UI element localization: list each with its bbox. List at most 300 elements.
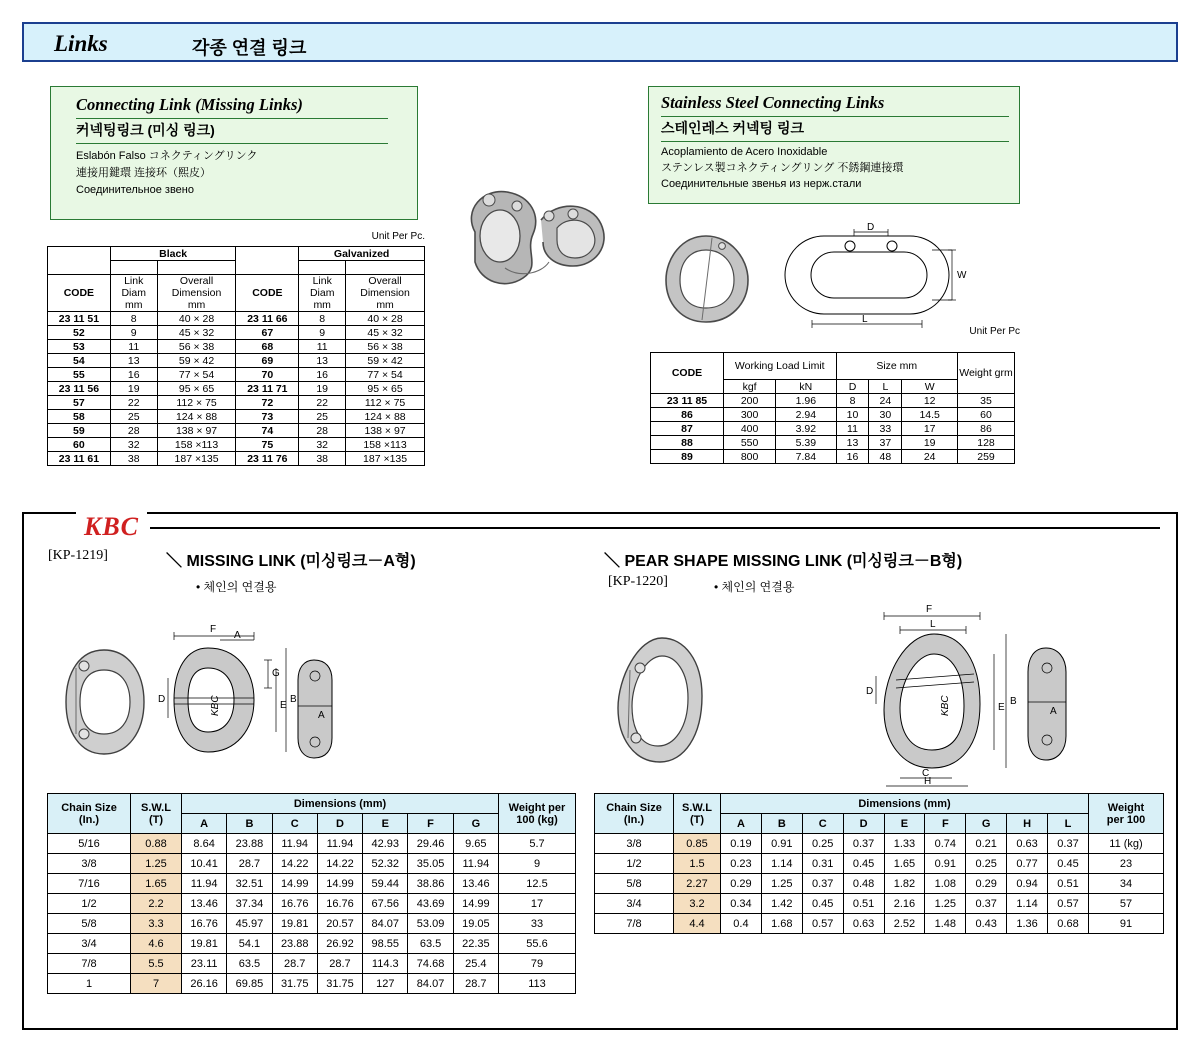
- cell-h: 0.77: [1007, 854, 1048, 874]
- cell-a: 23.11: [182, 954, 227, 974]
- svg-text:E: E: [998, 702, 1005, 713]
- cell-d: 16: [836, 450, 869, 464]
- cell-chain-size: 5/8: [595, 874, 674, 894]
- cell-a: 19.81: [182, 934, 227, 954]
- cell-l: 33: [869, 422, 902, 436]
- cell-l: 0.51: [1048, 874, 1089, 894]
- table-row: [48, 914, 576, 934]
- cell-diam: 9: [110, 326, 157, 340]
- svg-text:A: A: [318, 710, 325, 721]
- cell-swl: 1.25: [131, 854, 182, 874]
- cell-weight: 79: [499, 954, 576, 974]
- table-row: [48, 438, 425, 452]
- cell-dim: 45 × 32: [157, 326, 236, 340]
- cell-d: 31.75: [317, 974, 362, 994]
- cell-diam: 22: [110, 396, 157, 410]
- cell-g: 0.29: [966, 874, 1007, 894]
- cell-a: 0.34: [721, 894, 762, 914]
- cell-weight: 60: [958, 408, 1015, 422]
- cell-a: 0.19: [721, 834, 762, 854]
- svg-text:A: A: [1050, 706, 1057, 717]
- cell-f: 1.48: [925, 914, 966, 934]
- cell-a: 16.76: [182, 914, 227, 934]
- cell-code-g: 74: [236, 424, 299, 438]
- ss-header-kn: kN: [776, 380, 836, 394]
- stainless-link-drawing: [782, 224, 982, 334]
- kp1219-note: • 체인의 연결용: [196, 580, 277, 594]
- cell-d: 28.7: [317, 954, 362, 974]
- kp1220-h-dimensions: Dimensions (mm): [721, 794, 1089, 814]
- cell-l: 0.68: [1048, 914, 1089, 934]
- kp1219-col-e: E: [363, 814, 408, 834]
- cell-c: 11.94: [272, 834, 317, 854]
- cell-a: 0.23: [721, 854, 762, 874]
- cell-a: 8.64: [182, 834, 227, 854]
- kp1220-h-weight: Weight: [1107, 801, 1145, 814]
- cell-swl: 4.6: [131, 934, 182, 954]
- cell-e: 59.44: [363, 874, 408, 894]
- table-row: [48, 312, 425, 326]
- kp1220-col-f: F: [925, 814, 966, 834]
- cell-diam-g: 38: [299, 452, 346, 466]
- cell-a: 10.41: [182, 854, 227, 874]
- cell-weight: 5.7: [499, 834, 576, 854]
- cell-swl: 1.65: [131, 874, 182, 894]
- kbc-rule: [150, 527, 1160, 529]
- kp1219-title: ＼ MISSING LINK (미싱링크－A형): [166, 553, 416, 570]
- cell-b: 23.88: [227, 834, 272, 854]
- cell-diam: 28: [110, 424, 157, 438]
- cell-b: 28.7: [227, 854, 272, 874]
- col-header-mm1: mm: [124, 299, 143, 311]
- cell-diam-g: 19: [299, 382, 346, 396]
- cell-e: 2.16: [884, 894, 925, 914]
- cell-e: 1.65: [884, 854, 925, 874]
- cell-d: 26.92: [317, 934, 362, 954]
- cell-code: 52: [48, 326, 111, 340]
- cell-g: 28.7: [453, 974, 498, 994]
- cell-f: 0.74: [925, 834, 966, 854]
- connecting-link-title-en: Connecting Link (Missing Links): [76, 95, 388, 119]
- cell-g: 11.94: [453, 854, 498, 874]
- kp1220-code: [KP-1220]: [608, 574, 668, 589]
- cell-weight: 34: [1089, 874, 1164, 894]
- cell-f: 63.5: [408, 934, 453, 954]
- cell-diam-g: 16: [299, 368, 346, 382]
- cell-weight: 259: [958, 450, 1015, 464]
- kp1220-drawing-front: [856, 600, 1046, 787]
- cell-chain-size: 3/4: [48, 934, 131, 954]
- kp1219-col-c: C: [272, 814, 317, 834]
- cell-f: 35.05: [408, 854, 453, 874]
- cell-dim: 112 × 75: [157, 396, 236, 410]
- cell-f: 53.09: [408, 914, 453, 934]
- cell-w: 19: [902, 436, 958, 450]
- kp1220-col-a: A: [721, 814, 762, 834]
- col-header-link-2: Link: [312, 275, 332, 287]
- cell-code: 53: [48, 340, 111, 354]
- table-row: [48, 368, 425, 382]
- cell-l: 0.45: [1048, 854, 1089, 874]
- col-header-overall-2: Overall: [368, 275, 402, 287]
- cell-kgf: 550: [724, 436, 776, 450]
- cell-e: 84.07: [363, 914, 408, 934]
- cell-diam: 32: [110, 438, 157, 452]
- cell-f: 84.07: [408, 974, 453, 994]
- kp1219-h-swl: S.W.L: [141, 801, 171, 814]
- cell-w: 14.5: [902, 408, 958, 422]
- cell-chain-size: 7/8: [48, 954, 131, 974]
- stainless-link-sub-2: ステンレス製コネクティングリング 不銹鋼連接環: [661, 162, 904, 174]
- table-row: [48, 452, 425, 466]
- cell-chain-size: 5/16: [48, 834, 131, 854]
- cell-diam-g: 32: [299, 438, 346, 452]
- table-row: [48, 340, 425, 354]
- svg-text:F: F: [926, 604, 933, 615]
- stainless-link-photo: [648, 222, 768, 332]
- cell-d: 11.94: [317, 834, 362, 854]
- cell-diam-g: 11: [299, 340, 346, 354]
- cell-c: 14.22: [272, 854, 317, 874]
- cell-g: 0.21: [966, 834, 1007, 854]
- table-row: [651, 422, 1015, 436]
- cell-kn: 2.94: [776, 408, 836, 422]
- cell-c: 0.31: [802, 854, 843, 874]
- col-header-mm3: mm: [313, 299, 331, 311]
- cell-diam-g: 13: [299, 354, 346, 368]
- cell-l: 0.37: [1048, 834, 1089, 854]
- cell-b: 37.34: [227, 894, 272, 914]
- cell-swl: 1.5: [674, 854, 721, 874]
- kp1220-drawing-side: [1024, 640, 1094, 770]
- cell-a: 11.94: [182, 874, 227, 894]
- cell-chain-size: 7/8: [595, 914, 674, 934]
- col-header-link: Link: [124, 275, 144, 287]
- cell-weight: 55.6: [499, 934, 576, 954]
- cell-a: 0.29: [721, 874, 762, 894]
- cell-chain-size: 3/4: [595, 894, 674, 914]
- group-header-galvanized: Galvanized: [299, 247, 425, 261]
- table-row: [48, 954, 576, 974]
- unit-note-black: Unit Per Pc.: [371, 231, 425, 242]
- cell-f: 0.91: [925, 854, 966, 874]
- page-title-bar: [22, 22, 1178, 62]
- cell-e: 127: [363, 974, 408, 994]
- cell-b: 63.5: [227, 954, 272, 974]
- stainless-link-title-kr: 스테인레스 커넥팅 링크: [661, 118, 1009, 142]
- table-row: [595, 834, 1164, 854]
- cell-f: 74.68: [408, 954, 453, 974]
- cell-code-g: 75: [236, 438, 299, 452]
- cell-e: 1.82: [884, 874, 925, 894]
- cell-diam-g: 22: [299, 396, 346, 410]
- table-row: [595, 854, 1164, 874]
- connecting-link-title-kr: 커넥팅링크 (미싱 링크): [76, 120, 388, 144]
- kp1219-drawing-side: [296, 650, 356, 770]
- cell-c: 0.25: [802, 834, 843, 854]
- cell-c: 14.99: [272, 874, 317, 894]
- cell-code-g: 23 11 66: [236, 312, 299, 326]
- cell-f: 29.46: [408, 834, 453, 854]
- cell-d: 0.51: [843, 894, 884, 914]
- cell-diam: 11: [110, 340, 157, 354]
- ss-header-size: Size mm: [836, 353, 957, 380]
- cell-l: 30: [869, 408, 902, 422]
- cell-a: 0.4: [721, 914, 762, 934]
- cell-diam: 19: [110, 382, 157, 396]
- cell-e: 114.3: [363, 954, 408, 974]
- cell-d: 0.37: [843, 834, 884, 854]
- kp1220-photo: [604, 630, 724, 775]
- cell-chain-size: 7/16: [48, 874, 131, 894]
- ss-header-d: D: [836, 380, 869, 394]
- cell-code: 86: [651, 408, 724, 422]
- cell-c: 0.45: [802, 894, 843, 914]
- cell-b: 32.51: [227, 874, 272, 894]
- table-row: [48, 424, 425, 438]
- cell-swl: 5.5: [131, 954, 182, 974]
- cell-code: 57: [48, 396, 111, 410]
- kp1219-code: [KP-1219]: [48, 548, 108, 563]
- kp1220-col-c: C: [802, 814, 843, 834]
- cell-code: 58: [48, 410, 111, 424]
- page-title-kr: 각종 연결 링크: [192, 38, 307, 58]
- table-row: [651, 436, 1015, 450]
- cell-g: 22.35: [453, 934, 498, 954]
- cell-e: 2.52: [884, 914, 925, 934]
- cell-code-g: 72: [236, 396, 299, 410]
- cell-dim: 40 × 28: [157, 312, 236, 326]
- cell-c: 0.57: [802, 914, 843, 934]
- ss-header-w: W: [902, 380, 958, 394]
- table-row: [48, 354, 425, 368]
- cell-kn: 3.92: [776, 422, 836, 436]
- cell-d: 8: [836, 394, 869, 408]
- cell-dim: 124 × 88: [157, 410, 236, 424]
- cell-dim: 56 × 38: [157, 340, 236, 354]
- kp1219-h-chainsize-unit: (In.): [78, 813, 100, 826]
- table-row: [48, 326, 425, 340]
- cell-d: 0.45: [843, 854, 884, 874]
- cell-weight: 9: [499, 854, 576, 874]
- cell-chain-size: 3/8: [48, 854, 131, 874]
- cell-swl: 4.4: [674, 914, 721, 934]
- cell-diam: 38: [110, 452, 157, 466]
- page-title-en: Links: [54, 31, 108, 56]
- table-row: [595, 914, 1164, 934]
- kp1219-h-swl-unit: (T): [148, 813, 164, 826]
- cell-chain-size: 5/8: [48, 914, 131, 934]
- cell-swl: 3.3: [131, 914, 182, 934]
- kp1220-h-weight-unit: per 100: [1106, 813, 1146, 826]
- kp1219-table: [47, 793, 576, 994]
- cell-e: 52.32: [363, 854, 408, 874]
- kp1220-col-l: L: [1048, 814, 1089, 834]
- cell-d: 0.48: [843, 874, 884, 894]
- stainless-link-sub-1: Acoplamiento de Acero Inoxidable: [661, 146, 828, 158]
- cell-l: 37: [869, 436, 902, 450]
- kbc-logo: KBC: [76, 512, 147, 542]
- cell-c: 16.76: [272, 894, 317, 914]
- cell-dim: 158 ×113: [157, 438, 236, 452]
- cell-g: 25.4: [453, 954, 498, 974]
- col-header-mm4: mm: [376, 299, 394, 311]
- svg-text:B: B: [290, 694, 297, 705]
- svg-text:D: D: [158, 694, 166, 705]
- col-header-dimension: Dimension: [171, 287, 222, 299]
- cell-d: 20.57: [317, 914, 362, 934]
- connecting-link-photo: [440, 165, 650, 310]
- table-row: [48, 934, 576, 954]
- cell-chain-size: 3/8: [595, 834, 674, 854]
- cell-kgf: 400: [724, 422, 776, 436]
- cell-c: 28.7: [272, 954, 317, 974]
- cell-e: 67.56: [363, 894, 408, 914]
- kp1220-col-h: H: [1007, 814, 1048, 834]
- cell-dim: 95 × 65: [157, 382, 236, 396]
- cell-d: 14.99: [317, 874, 362, 894]
- cell-kn: 7.84: [776, 450, 836, 464]
- group-header-black: Black: [110, 247, 236, 261]
- svg-text:L: L: [862, 314, 868, 325]
- cell-g: 14.99: [453, 894, 498, 914]
- cell-d: 16.76: [317, 894, 362, 914]
- kp1220-col-d: D: [843, 814, 884, 834]
- col-header-code-galv: CODE: [236, 275, 299, 312]
- cell-weight: 57: [1089, 894, 1164, 914]
- cell-weight: 17: [499, 894, 576, 914]
- table-row: [48, 834, 576, 854]
- cell-code: 59: [48, 424, 111, 438]
- cell-weight: 33: [499, 914, 576, 934]
- table-row: [48, 874, 576, 894]
- cell-code: 89: [651, 450, 724, 464]
- kp1219-col-d: D: [317, 814, 362, 834]
- svg-text:G: G: [272, 668, 280, 679]
- connecting-link-sub-3: Соединительное звено: [76, 184, 194, 196]
- ss-header-weight: Weight grm: [958, 353, 1015, 394]
- cell-dim: 59 × 42: [157, 354, 236, 368]
- table-row: [651, 408, 1015, 422]
- cell-a: 26.16: [182, 974, 227, 994]
- ss-header-wll: Working Load Limit: [724, 353, 837, 380]
- cell-weight: 35: [958, 394, 1015, 408]
- cell-c: 19.81: [272, 914, 317, 934]
- cell-dim-g: 124 × 88: [346, 410, 425, 424]
- col-header-code-black: CODE: [48, 275, 111, 312]
- cell-swl: 0.85: [674, 834, 721, 854]
- cell-code: 54: [48, 354, 111, 368]
- connecting-link-header-box: [50, 86, 418, 220]
- col-header-overall: Overall: [179, 275, 214, 287]
- cell-code-g: 69: [236, 354, 299, 368]
- table-row: [48, 410, 425, 424]
- cell-d: 10: [836, 408, 869, 422]
- cell-diam-g: 8: [299, 312, 346, 326]
- cell-code: 87: [651, 422, 724, 436]
- cell-e: 98.55: [363, 934, 408, 954]
- ss-header-l: L: [869, 380, 902, 394]
- stainless-link-sub-3: Соединительные звенья из нерж.стали: [661, 178, 862, 190]
- kp1219-h-weight-unit: 100 (kg): [516, 813, 558, 826]
- cell-diam-g: 25: [299, 410, 346, 424]
- table-row: [595, 894, 1164, 914]
- cell-w: 24: [902, 450, 958, 464]
- cell-weight: 91: [1089, 914, 1164, 934]
- kp1220-title: ＼ PEAR SHAPE MISSING LINK (미싱링크－B형): [604, 553, 963, 570]
- stainless-spec-table: [650, 352, 1015, 464]
- cell-l: 0.57: [1048, 894, 1089, 914]
- cell-diam-g: 28: [299, 424, 346, 438]
- kp1219-col-g: G: [453, 814, 498, 834]
- kp1219-h-weight: Weight per: [508, 801, 566, 814]
- stainless-link-title-en: Stainless Steel Connecting Links: [661, 93, 1009, 117]
- cell-code: 23 11 85: [651, 394, 724, 408]
- kp1219-col-b: B: [227, 814, 272, 834]
- cell-g: 0.43: [966, 914, 1007, 934]
- kp1220-h-swl: S.W.L: [682, 801, 712, 814]
- cell-code: 88: [651, 436, 724, 450]
- cell-dim-g: 56 × 38: [346, 340, 425, 354]
- svg-text:W: W: [957, 270, 967, 281]
- table-row: [651, 394, 1015, 408]
- cell-f: 38.86: [408, 874, 453, 894]
- cell-b: 1.14: [761, 854, 802, 874]
- cell-b: 1.68: [761, 914, 802, 934]
- kp1219-col-a: A: [182, 814, 227, 834]
- cell-f: 1.25: [925, 894, 966, 914]
- cell-code-g: 68: [236, 340, 299, 354]
- kp1219-photo: [50, 640, 160, 770]
- svg-text:D: D: [866, 686, 874, 697]
- cell-c: 31.75: [272, 974, 317, 994]
- cell-chain-size: 1/2: [48, 894, 131, 914]
- cell-b: 1.25: [761, 874, 802, 894]
- svg-text:B: B: [1010, 696, 1017, 707]
- cell-dim-g: 77 × 54: [346, 368, 425, 382]
- cell-chain-size: 1/2: [595, 854, 674, 874]
- cell-h: 0.94: [1007, 874, 1048, 894]
- cell-diam: 8: [110, 312, 157, 326]
- cell-dim-g: 158 ×113: [346, 438, 425, 452]
- cell-b: 45.97: [227, 914, 272, 934]
- cell-code-g: 73: [236, 410, 299, 424]
- col-header-diam-2: Diam: [309, 287, 335, 299]
- cell-c: 0.37: [802, 874, 843, 894]
- svg-text:A: A: [234, 630, 241, 641]
- cell-weight: 128: [958, 436, 1015, 450]
- cell-b: 0.91: [761, 834, 802, 854]
- table-row: [595, 874, 1164, 894]
- svg-text:KBC: KBC: [940, 695, 951, 716]
- kp1220-h-chainsize-unit: (In.): [623, 813, 645, 826]
- col-header-diam: Diam: [121, 287, 146, 299]
- kp1220-note: • 체인의 연결용: [714, 580, 795, 594]
- cell-d: 13: [836, 436, 869, 450]
- table-row: [48, 894, 576, 914]
- cell-dim-g: 40 × 28: [346, 312, 425, 326]
- svg-text:L: L: [930, 619, 936, 630]
- kp1220-col-b: B: [761, 814, 802, 834]
- cell-b: 69.85: [227, 974, 272, 994]
- cell-dim: 187 ×135: [157, 452, 236, 466]
- cell-weight: 86: [958, 422, 1015, 436]
- cell-kgf: 800: [724, 450, 776, 464]
- cell-diam-g: 9: [299, 326, 346, 340]
- kp1220-table: [594, 793, 1164, 934]
- stainless-link-header-box: [648, 86, 1020, 204]
- cell-w: 12: [902, 394, 958, 408]
